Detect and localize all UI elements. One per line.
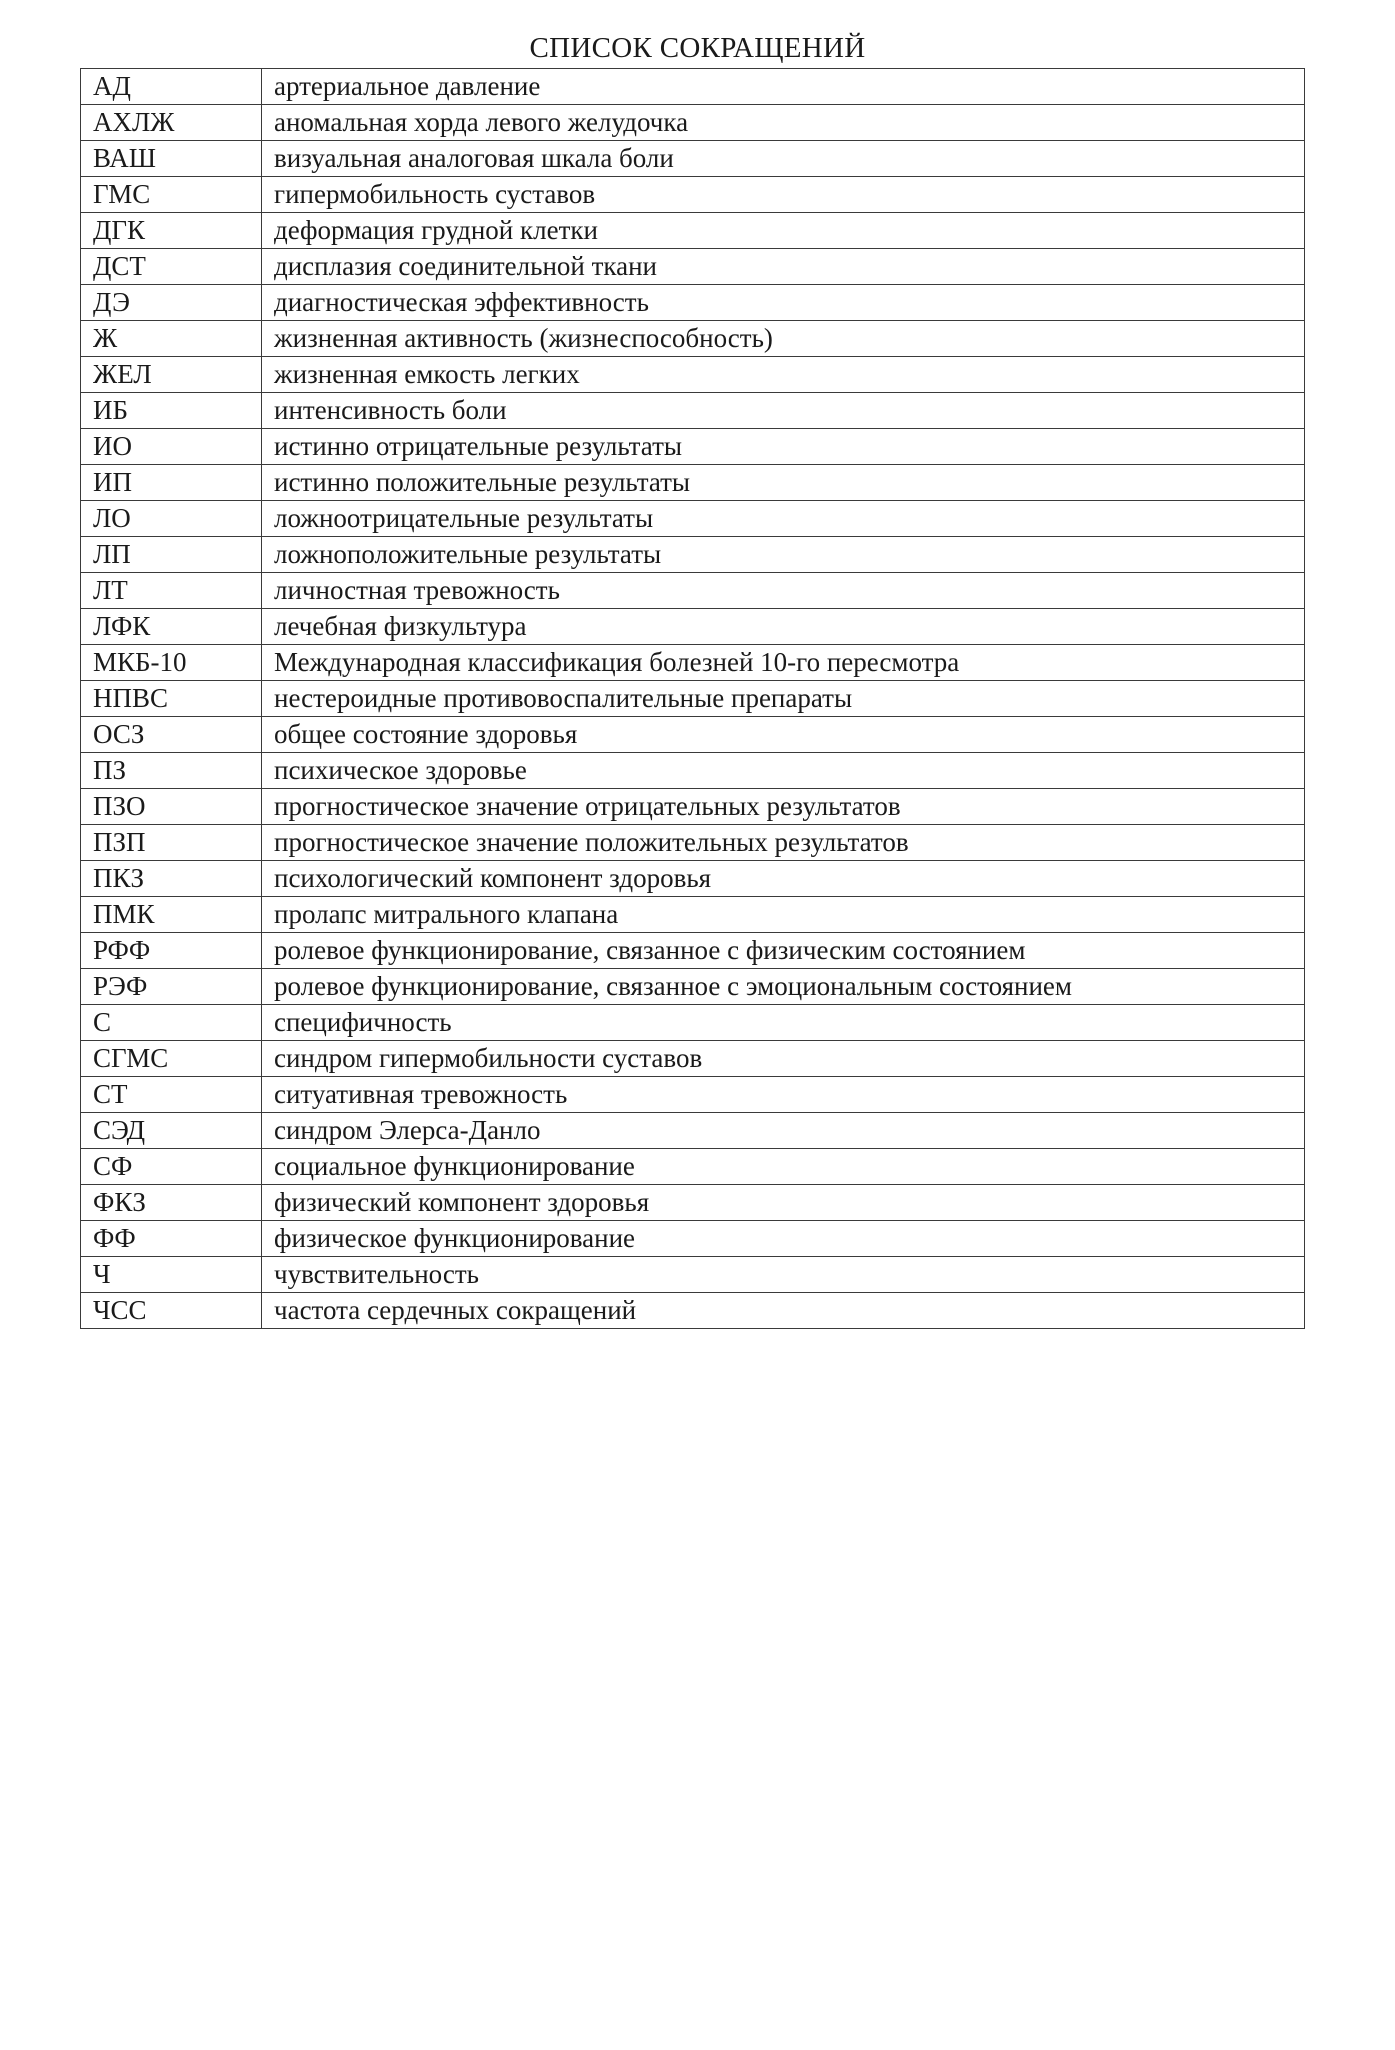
abbreviation-cell: ДГК <box>81 213 262 249</box>
abbreviation-cell: ДЭ <box>81 285 262 321</box>
abbreviation-cell: ФФ <box>81 1221 262 1257</box>
abbreviation-cell: ЛТ <box>81 573 262 609</box>
meaning-cell: психологический компонент здоровья <box>262 861 1305 897</box>
abbreviation-cell: ЖЕЛ <box>81 357 262 393</box>
abbreviation-cell: С <box>81 1005 262 1041</box>
meaning-cell: жизненная емкость легких <box>262 357 1305 393</box>
meaning-cell: синдром гипермобильности суставов <box>262 1041 1305 1077</box>
meaning-cell: физическое функционирование <box>262 1221 1305 1257</box>
meaning-cell: специфичность <box>262 1005 1305 1041</box>
meaning-cell: личностная тревожность <box>262 573 1305 609</box>
table-row <box>81 141 1305 177</box>
table-row <box>81 69 1305 105</box>
abbreviation-cell: ИБ <box>81 393 262 429</box>
meaning-cell: аномальная хорда левого желудочка <box>262 105 1305 141</box>
table-row <box>81 321 1305 357</box>
abbreviation-cell: АД <box>81 69 262 105</box>
abbreviation-cell: ПМК <box>81 897 262 933</box>
table-row <box>81 789 1305 825</box>
table-row <box>81 501 1305 537</box>
table-row <box>81 1257 1305 1293</box>
meaning-cell: визуальная аналоговая шкала боли <box>262 141 1305 177</box>
table-row <box>81 825 1305 861</box>
meaning-cell: прогностическое значение отрицательных результатов <box>262 789 1305 825</box>
abbreviation-cell: ПЗП <box>81 825 262 861</box>
meaning-cell: ситуативная тревожность <box>262 1077 1305 1113</box>
table-row <box>81 681 1305 717</box>
meaning-cell: чувствительность <box>262 1257 1305 1293</box>
table-row <box>81 573 1305 609</box>
page-title: СПИСОК СОКРАЩЕНИЙ <box>529 32 866 64</box>
meaning-cell: диагностическая эффективность <box>262 285 1305 321</box>
table-row <box>81 609 1305 645</box>
table-row <box>81 1185 1305 1221</box>
abbreviation-cell: ФКЗ <box>81 1185 262 1221</box>
abbreviation-cell: ЛО <box>81 501 262 537</box>
abbreviation-cell: ЛФК <box>81 609 262 645</box>
meaning-cell: дисплазия соединительной ткани <box>262 249 1305 285</box>
abbreviation-cell: Ж <box>81 321 262 357</box>
table-row <box>81 1005 1305 1041</box>
abbreviation-cell: СЭД <box>81 1113 262 1149</box>
meaning-cell: деформация грудной клетки <box>262 213 1305 249</box>
abbreviation-cell: ПКЗ <box>81 861 262 897</box>
abbreviation-cell: ПЗО <box>81 789 262 825</box>
table-row <box>81 1293 1305 1329</box>
abbreviation-cell: ИО <box>81 429 262 465</box>
table-row <box>81 105 1305 141</box>
table-row <box>81 177 1305 213</box>
table-row <box>81 249 1305 285</box>
table-row <box>81 753 1305 789</box>
abbreviation-cell: ЛП <box>81 537 262 573</box>
meaning-cell: артериальное давление <box>262 69 1305 105</box>
table-row <box>81 1041 1305 1077</box>
table-row <box>81 969 1305 1005</box>
abbreviation-cell: ПЗ <box>81 753 262 789</box>
abbreviations-table <box>80 68 1305 1329</box>
abbreviation-cell: ГМС <box>81 177 262 213</box>
table-row <box>81 1077 1305 1113</box>
meaning-cell: психическое здоровье <box>262 753 1305 789</box>
table-row <box>81 285 1305 321</box>
meaning-cell: ролевое функционирование, связанное с физическим состоянием <box>262 933 1305 969</box>
meaning-cell: социальное функционирование <box>262 1149 1305 1185</box>
abbreviation-cell: СТ <box>81 1077 262 1113</box>
table-row <box>81 1221 1305 1257</box>
meaning-cell: частота сердечных сокращений <box>262 1293 1305 1329</box>
table-row <box>81 213 1305 249</box>
table-row <box>81 861 1305 897</box>
abbreviation-cell: ЧСС <box>81 1293 262 1329</box>
meaning-cell: пролапс митрального клапана <box>262 897 1305 933</box>
table-row <box>81 1113 1305 1149</box>
meaning-cell: гипермобильность суставов <box>262 177 1305 213</box>
meaning-cell: прогностическое значение положительных результатов <box>262 825 1305 861</box>
meaning-cell: истинно отрицательные результаты <box>262 429 1305 465</box>
table-row <box>81 645 1305 681</box>
abbreviation-cell: ДСТ <box>81 249 262 285</box>
abbreviation-cell: РФФ <box>81 933 262 969</box>
meaning-cell: ложноположительные результаты <box>262 537 1305 573</box>
meaning-cell: ролевое функционирование, связанное с эмоциональным состоянием <box>262 969 1305 1005</box>
abbreviation-cell: Ч <box>81 1257 262 1293</box>
table-row <box>81 357 1305 393</box>
meaning-cell: истинно положительные результаты <box>262 465 1305 501</box>
meaning-cell: лечебная физкультура <box>262 609 1305 645</box>
table-row <box>81 393 1305 429</box>
meaning-cell: синдром Элерса-Данло <box>262 1113 1305 1149</box>
abbreviations-table-body <box>81 69 1305 1329</box>
meaning-cell: нестероидные противовоспалительные препараты <box>262 681 1305 717</box>
table-row <box>81 933 1305 969</box>
abbreviation-cell: ОСЗ <box>81 717 262 753</box>
abbreviation-cell: РЭФ <box>81 969 262 1005</box>
table-row <box>81 429 1305 465</box>
abbreviation-cell: АХЛЖ <box>81 105 262 141</box>
meaning-cell: интенсивность боли <box>262 393 1305 429</box>
abbreviation-cell: СФ <box>81 1149 262 1185</box>
table-row <box>81 465 1305 501</box>
meaning-cell: ложноотрицательные результаты <box>262 501 1305 537</box>
abbreviation-cell: МКБ-10 <box>81 645 262 681</box>
table-row <box>81 537 1305 573</box>
meaning-cell: жизненная активность (жизнеспособность) <box>262 321 1305 357</box>
table-row <box>81 717 1305 753</box>
meaning-cell: физический компонент здоровья <box>262 1185 1305 1221</box>
table-row <box>81 1149 1305 1185</box>
table-row <box>81 897 1305 933</box>
meaning-cell: Международная классификация болезней 10-го пересмотра <box>262 645 1305 681</box>
abbreviation-cell: ВАШ <box>81 141 262 177</box>
meaning-cell: общее состояние здоровья <box>262 717 1305 753</box>
abbreviation-cell: ИП <box>81 465 262 501</box>
abbreviation-cell: НПВС <box>81 681 262 717</box>
abbreviation-cell: СГМС <box>81 1041 262 1077</box>
